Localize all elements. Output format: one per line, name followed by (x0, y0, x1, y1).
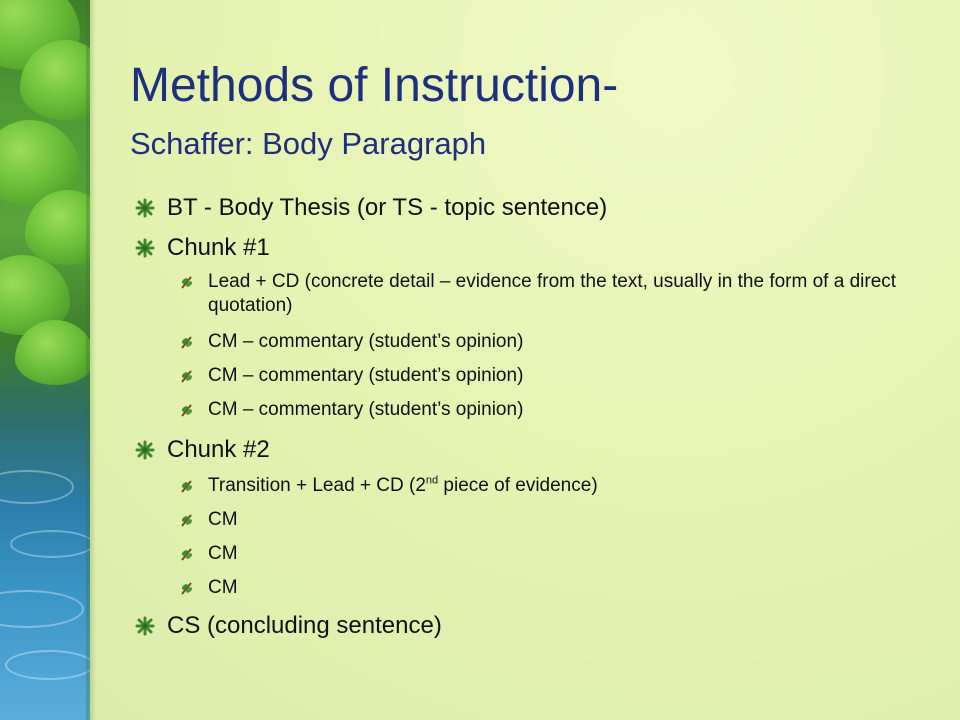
outline-text: CS (concluding sentence) (167, 612, 442, 639)
bullet-outline (135, 188, 935, 640)
outline-item-bt (135, 194, 935, 222)
decorative-leaf-water-strip (0, 0, 90, 720)
water-ripple (0, 470, 74, 504)
outline-text (208, 474, 598, 498)
outline-text: Chunk #2 (167, 436, 270, 463)
leaf-sprig-bullet-icon (179, 398, 208, 422)
outline-item-chunk2 (135, 436, 935, 464)
water-ripple (5, 650, 90, 680)
leaf-sprig-bullet-icon (179, 270, 208, 294)
outline-text: CM – commentary (student’s opinion) (208, 365, 524, 386)
water-ripple (0, 590, 84, 628)
outline-text: CM – commentary (student’s opinion) (208, 399, 524, 420)
leaf-sprig-bullet-icon (179, 330, 208, 354)
outline-text: CM – commentary (student’s opinion) (208, 331, 524, 352)
outline-item-chunk1 (135, 234, 935, 262)
outline-text: CM (208, 543, 238, 564)
leaf-sprig-bullet-icon (179, 474, 208, 498)
leaf-sprig-bullet-icon (179, 576, 208, 600)
outline-subitem-cm (135, 542, 935, 566)
outline-item-cs (135, 612, 935, 640)
leaf-sprig-bullet-icon (179, 364, 208, 388)
outline-text: Chunk #1 (167, 234, 270, 261)
slide-title: Methods of Instruction- (130, 59, 619, 112)
outline-text: CM (208, 509, 238, 530)
slide-subtitle: Schaffer: Body Paragraph (130, 126, 487, 161)
outline-subitem-cm (135, 576, 935, 600)
green-star-bullet-icon (135, 436, 167, 464)
transition-text-start: Transition + Lead + CD (2 (208, 475, 426, 496)
outline-subitem-lead (135, 270, 935, 318)
outline-text: Lead + CD (concrete detail – evidence from the text, usually in the form of a direct quotation) (208, 271, 897, 316)
outline-subitem-cm (135, 330, 935, 354)
outline-text: CM (208, 577, 238, 598)
outline-subitem-transition (135, 474, 935, 498)
water-ripple (10, 530, 90, 558)
green-star-bullet-icon (135, 612, 167, 640)
outline-subitem-cm (135, 398, 935, 422)
ordinal-suffix: nd (425, 474, 439, 487)
outline-text: BT - Body Thesis (or TS - topic sentence) (167, 194, 608, 221)
outline-subitem-cm (135, 364, 935, 388)
outline-subitem-cm (135, 508, 935, 532)
green-star-bullet-icon (135, 194, 167, 222)
green-star-bullet-icon (135, 234, 167, 262)
transition-text-end: piece of evidence) (438, 475, 598, 496)
leaf-sprig-bullet-icon (179, 542, 208, 566)
strip-edge-shadow (86, 0, 96, 720)
leaf-sprig-bullet-icon (179, 508, 208, 532)
